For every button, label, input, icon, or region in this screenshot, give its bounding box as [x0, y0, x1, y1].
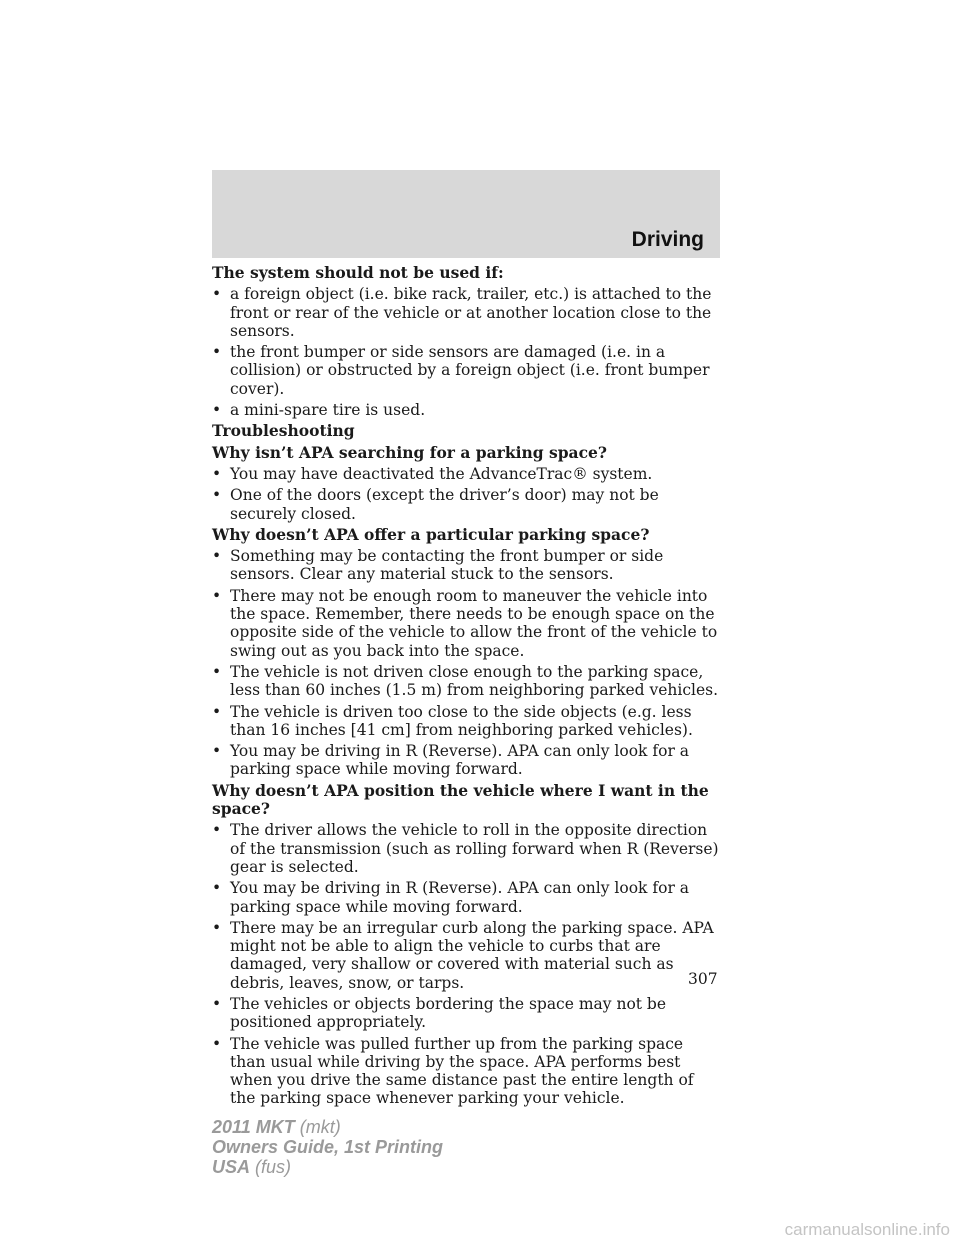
list-item	[212, 821, 722, 876]
list-item	[212, 995, 722, 1032]
list-item-text: You may be driving in R (Reverse). APA can only look for a parking space while moving forward.	[230, 879, 690, 916]
list-item-text: The driver allows the vehicle to roll in the opposite direction of the transmission (such as rolling forward when R (Reverse) gear is selected.	[230, 821, 719, 876]
list-item	[212, 587, 722, 660]
list-item	[212, 1035, 722, 1108]
list-item	[212, 663, 722, 700]
list-item	[212, 742, 722, 779]
bullet-icon: •	[212, 994, 222, 1013]
bullet-icon: •	[212, 547, 222, 566]
print-footer	[212, 1117, 443, 1177]
bullet-icon: •	[212, 401, 222, 420]
watermark-link[interactable]: carmanualsonline.info	[784, 1220, 950, 1239]
list-item-text: a mini-spare tire is used.	[230, 401, 426, 420]
section-heading: Troubleshooting	[212, 421, 355, 441]
section-heading: The system should not be used if:	[212, 263, 504, 282]
list-item-text: One of the doors (except the driver’s door) may not be securely closed.	[230, 486, 659, 523]
list-item	[212, 285, 722, 340]
bullet-icon: •	[212, 742, 222, 761]
list-item	[212, 879, 722, 916]
list-item-text: You may have deactivated the AdvanceTrac® system.	[230, 464, 653, 483]
bullet-icon: •	[212, 662, 222, 681]
list-item	[212, 547, 722, 584]
bullet-icon: •	[212, 343, 222, 362]
list-item	[212, 343, 722, 398]
bullet-icon: •	[212, 285, 222, 304]
list-item-text: Something may be contacting the front bumper or side sensors. Clear any material stuck to the sensors.	[230, 547, 664, 584]
page-content	[212, 264, 722, 1111]
list-item-text: There may not be enough room to maneuver the vehicle into the space. Remember, there needs to be enough space on the opposite side of the vehicle to allow the front of the vehicle to swing out as you back into the space.	[230, 586, 718, 660]
list-item-text: The vehicle is driven too close to the side objects (e.g. less than 16 inches [41 cm] from neighboring parked vehicles).	[230, 702, 693, 739]
bullet-icon: •	[212, 702, 222, 721]
list-item-text: The vehicle was pulled further up from the parking space than usual while driving by the space. APA performs best when you drive the same distance past the entire length of the parking space whenever parking your vehicle.	[230, 1034, 694, 1108]
page-number: 307	[688, 970, 718, 988]
footer-line-3: USA (fus)	[212, 1157, 292, 1177]
list-item-text: There may be an irregular curb along the parking space. APA might not be able to align the vehicle to curbs that are damaged, very shallow or covered with material such as debris, leaves, snow, or tarps.	[230, 918, 714, 992]
list-item	[212, 486, 722, 523]
list-item	[212, 703, 722, 740]
list-item-text: The vehicle is not driven close enough to the parking space, less than 60 inches (1.5 m) from neighboring parked vehicles.	[230, 662, 719, 700]
list-item	[212, 919, 722, 992]
bullet-icon: •	[212, 918, 222, 937]
bullet-icon: •	[212, 464, 222, 483]
list-item-text: The vehicles or objects bordering the space may not be positioned appropriately.	[230, 994, 667, 1032]
footer-line-1: 2011 MKT (mkt)	[212, 1117, 341, 1137]
section-title: Driving	[631, 228, 704, 251]
section-heading: Why doesn’t APA position the vehicle where I want in the space?	[212, 780, 709, 819]
bullet-icon: •	[212, 486, 222, 505]
section-heading: Why isn’t APA searching for a parking space?	[212, 442, 607, 462]
list-item-text: the front bumper or side sensors are damaged (i.e. in a collision) or obstructed by a foreign object (i.e. front bumper cover).	[230, 343, 710, 398]
list-item-text: a foreign object (i.e. bike rack, trailer, etc.) is attached to the front or rear of the vehicle or at another location close to the sensors.	[230, 285, 712, 340]
section-header-band	[212, 170, 720, 258]
list-item-text: You may be driving in R (Reverse). APA can only look for a parking space while moving forward.	[230, 742, 690, 779]
bullet-icon: •	[212, 879, 222, 898]
list-item	[212, 401, 722, 419]
list-item	[212, 465, 722, 483]
footer-line-2: Owners Guide, 1st Printing	[212, 1137, 444, 1157]
section-heading: Why doesn’t APA offer a particular parking space?	[212, 524, 650, 544]
bullet-icon: •	[212, 586, 222, 605]
bullet-icon: •	[212, 1034, 222, 1053]
bullet-icon: •	[212, 821, 222, 840]
